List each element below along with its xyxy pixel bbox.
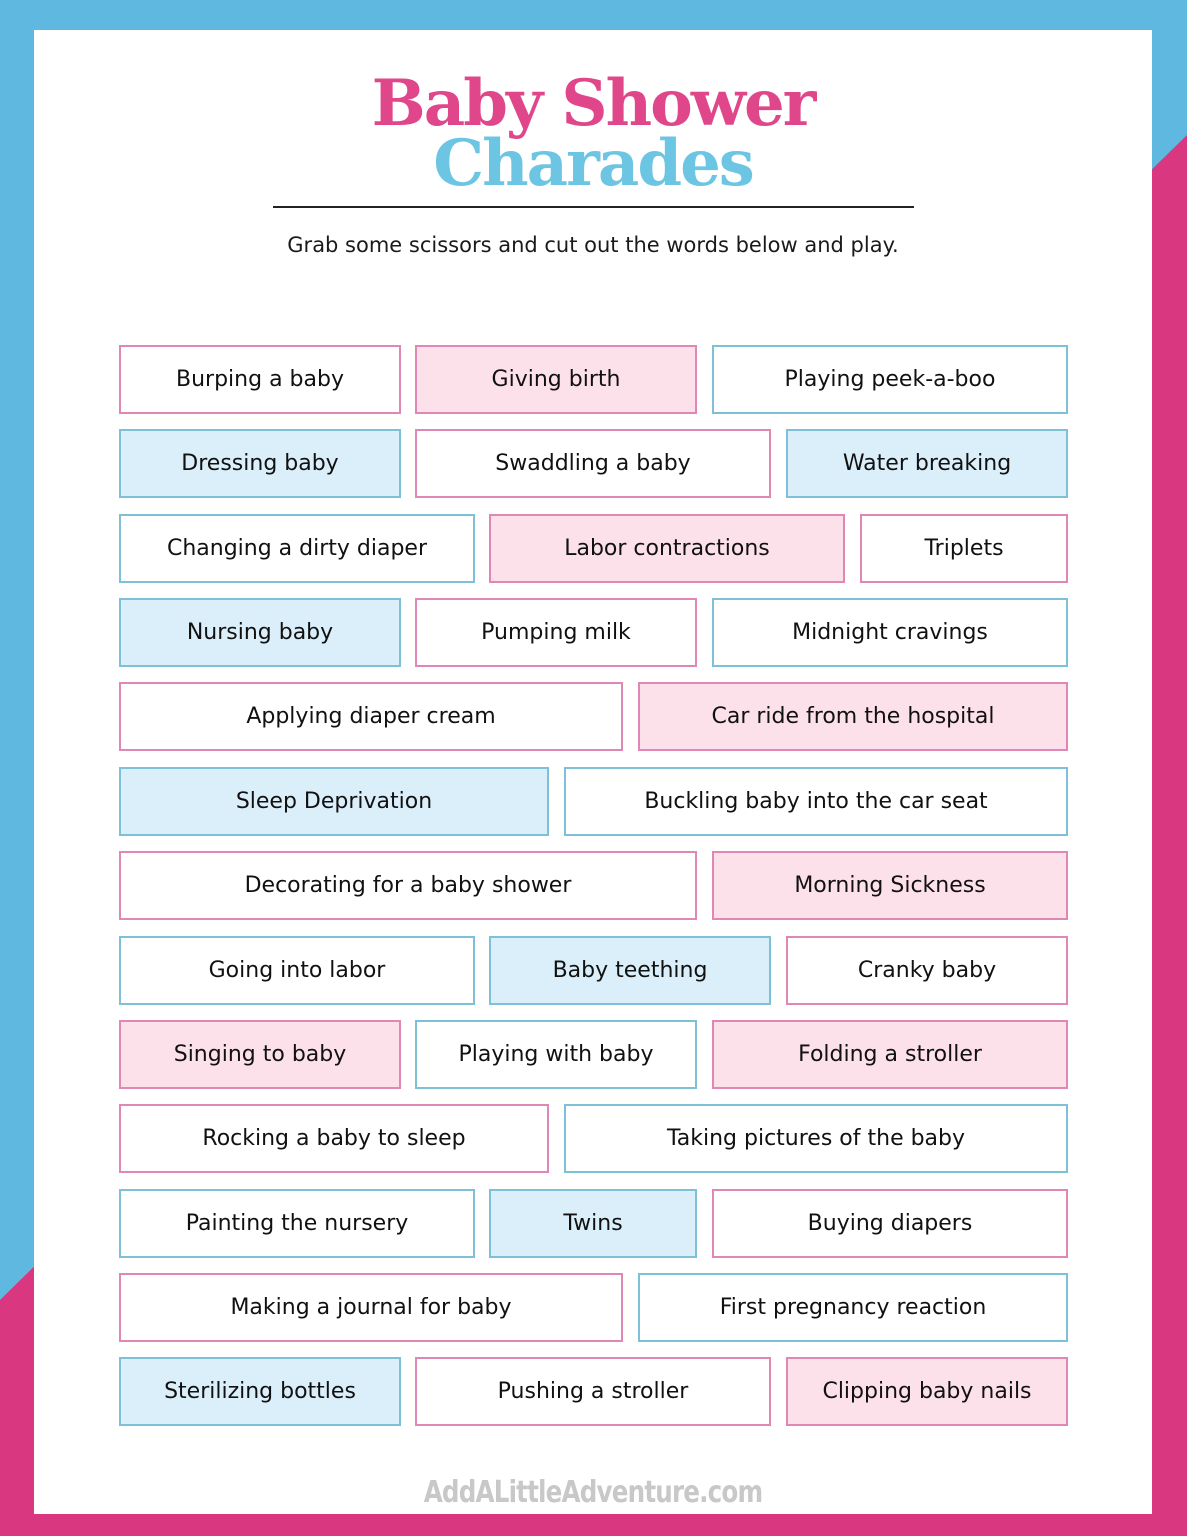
charade-card: Nursing baby — [119, 598, 401, 667]
website-credit: AddALittleAdventure.com — [423, 1475, 763, 1510]
charade-card: Buckling baby into the car seat — [564, 767, 1068, 836]
charade-card: Pumping milk — [415, 598, 697, 667]
charade-card: Twins — [489, 1189, 697, 1258]
charade-card: Morning Sickness — [712, 851, 1068, 920]
charade-card: Taking pictures of the baby — [564, 1104, 1068, 1173]
charade-card: Sleep Deprivation — [119, 767, 549, 836]
charade-card: Water breaking — [786, 429, 1068, 498]
charade-card: Clipping baby nails — [786, 1357, 1068, 1426]
charade-card: Midnight cravings — [712, 598, 1068, 667]
charade-card: Buying diapers — [712, 1189, 1068, 1258]
charade-card: Dressing baby — [119, 429, 401, 498]
charade-card: Burping a baby — [119, 345, 401, 414]
charade-card: Going into labor — [119, 936, 475, 1005]
charade-card: Singing to baby — [119, 1020, 401, 1089]
charade-card: Triplets — [860, 514, 1068, 583]
charade-card: Applying diaper cream — [119, 682, 623, 751]
title-divider — [273, 206, 914, 208]
worksheet-page — [34, 30, 1152, 1514]
charade-card: Pushing a stroller — [415, 1357, 771, 1426]
charade-card: Rocking a baby to sleep — [119, 1104, 549, 1173]
charade-card: Car ride from the hospital — [638, 682, 1068, 751]
charade-card: Giving birth — [415, 345, 697, 414]
charade-card: Baby teething — [489, 936, 771, 1005]
charade-card: Painting the nursery — [119, 1189, 475, 1258]
instructions: Grab some scissors and cut out the words below and play. — [287, 233, 899, 257]
charade-card: Sterilizing bottles — [119, 1357, 401, 1426]
charade-card: Folding a stroller — [712, 1020, 1068, 1089]
charade-card: Changing a dirty diaper — [119, 514, 475, 583]
charade-card: Decorating for a baby shower — [119, 851, 697, 920]
charade-card: Cranky baby — [786, 936, 1068, 1005]
charade-card: Swaddling a baby — [415, 429, 771, 498]
charade-card: Making a journal for baby — [119, 1273, 623, 1342]
charade-card: First pregnancy reaction — [638, 1273, 1068, 1342]
charade-card: Playing with baby — [415, 1020, 697, 1089]
charade-card: Labor contractions — [489, 514, 845, 583]
title-line-1: Baby Shower — [371, 66, 815, 141]
charade-card: Playing peek-a-boo — [712, 345, 1068, 414]
title-line-2: Charades — [433, 126, 753, 201]
